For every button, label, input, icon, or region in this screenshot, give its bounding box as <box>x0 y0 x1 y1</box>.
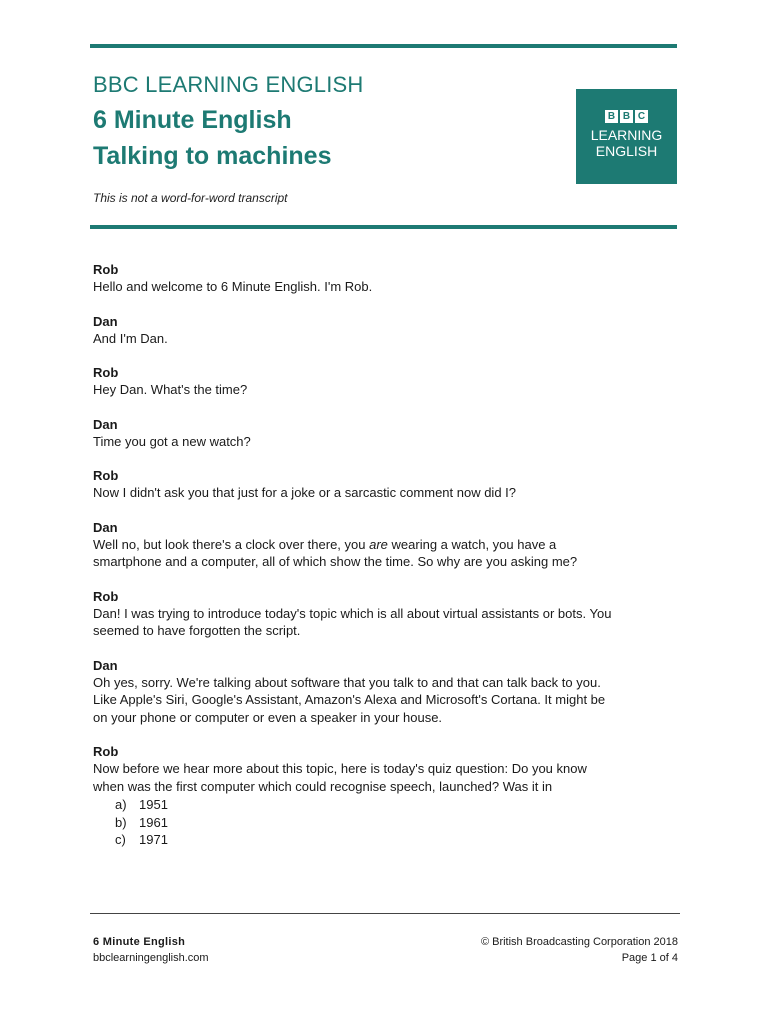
brand-title: BBC LEARNING ENGLISH <box>93 72 364 97</box>
episode-title: Talking to machines <box>93 142 332 170</box>
dialogue-line: And I'm Dan. <box>93 330 168 346</box>
bbc-learning-english-logo <box>576 89 677 184</box>
speaker-name: Dan <box>93 519 118 535</box>
footer-left <box>93 934 209 966</box>
header-bottom-rule <box>90 225 677 229</box>
quiz-option-value: 1971 <box>139 832 168 847</box>
dialogue-line: Dan! I was trying to introduce today's topic which is all about virtual assistants or bots. You <box>93 605 612 621</box>
quiz-option-label: a) <box>115 797 127 812</box>
quiz-option <box>115 814 683 832</box>
dialogue-line: Hey Dan. What's the time? <box>93 382 248 397</box>
dialogue-line: on your phone or computer or even a speaker in your house. <box>93 709 443 725</box>
logo-line-learning: LEARNING <box>590 127 663 143</box>
transcript-turn <box>93 364 683 399</box>
dialogue-line: Like Apple's Siri, Google's Assistant, Amazon's Alexa and Microsoft's Cortana. It might be <box>93 692 606 707</box>
speaker-name: Dan <box>93 313 118 329</box>
dialogue-line: Time you got a new watch? <box>93 433 251 449</box>
transcript-body <box>93 261 683 866</box>
bbc-blocks <box>576 110 677 123</box>
transcript-turn <box>93 467 683 502</box>
footer-rule <box>90 913 680 914</box>
bbc-block-letter: B <box>605 110 618 123</box>
quiz-option <box>115 796 683 814</box>
dialogue-line: Now before we hear more about this topic, here is today's quiz question: Do you know <box>93 761 587 776</box>
quiz-option <box>115 831 683 849</box>
quiz-option-value: 1961 <box>139 814 168 830</box>
transcript-note: This is not a word-for-word transcript <box>93 191 288 205</box>
footer-page-number: Page 1 of 4 <box>621 952 678 964</box>
dialogue-line: Well no, but look there's a clock over there, you are wearing a watch, you have a <box>93 536 557 552</box>
dialogue-line: Oh yes, sorry. We're talking about software that you talk to and that can talk back to you. <box>93 674 601 690</box>
quiz-option-label: c) <box>115 832 126 847</box>
dialogue-line: smartphone and a computer, all of which show the time. So why are you asking me? <box>93 554 578 569</box>
speaker-name: Rob <box>93 365 119 380</box>
bbc-block-letter: B <box>620 110 633 123</box>
speaker-name: Dan <box>93 416 118 432</box>
dialogue-line: Hello and welcome to 6 Minute English. I'm Rob. <box>93 279 373 294</box>
bbc-block-letter: C <box>635 110 648 123</box>
speaker-name: Rob <box>93 744 119 759</box>
footer-program: 6 Minute English <box>93 936 186 948</box>
transcript-turn <box>93 743 683 849</box>
quiz-option-label: b) <box>115 814 127 830</box>
logo-line-english: ENGLISH <box>595 143 658 159</box>
footer-copyright: © British Broadcasting Corporation 2018 <box>480 936 678 948</box>
dialogue-line: Now I didn't ask you that just for a joke or a sarcastic comment now did I? <box>93 485 517 500</box>
speaker-name: Dan <box>93 657 118 673</box>
speaker-name: Rob <box>93 468 119 483</box>
dialogue-line: seemed to have forgotten the script. <box>93 623 301 638</box>
transcript-turn <box>93 261 683 296</box>
speaker-name: Rob <box>93 588 119 604</box>
header-top-rule <box>90 44 677 48</box>
quiz-option-value: 1951 <box>139 797 168 812</box>
speaker-name: Rob <box>93 262 119 277</box>
footer-right <box>481 934 678 966</box>
series-title: 6 Minute English <box>93 106 292 134</box>
transcript-turn <box>93 313 683 348</box>
transcript-turn <box>93 657 683 727</box>
footer-website: bbclearningenglish.com <box>93 952 209 964</box>
transcript-turn <box>93 416 683 451</box>
quiz-options-list <box>115 796 683 849</box>
transcript-turn <box>93 588 683 640</box>
dialogue-line: when was the first computer which could recognise speech, launched? Was it in <box>93 778 553 794</box>
transcript-turn <box>93 519 683 571</box>
